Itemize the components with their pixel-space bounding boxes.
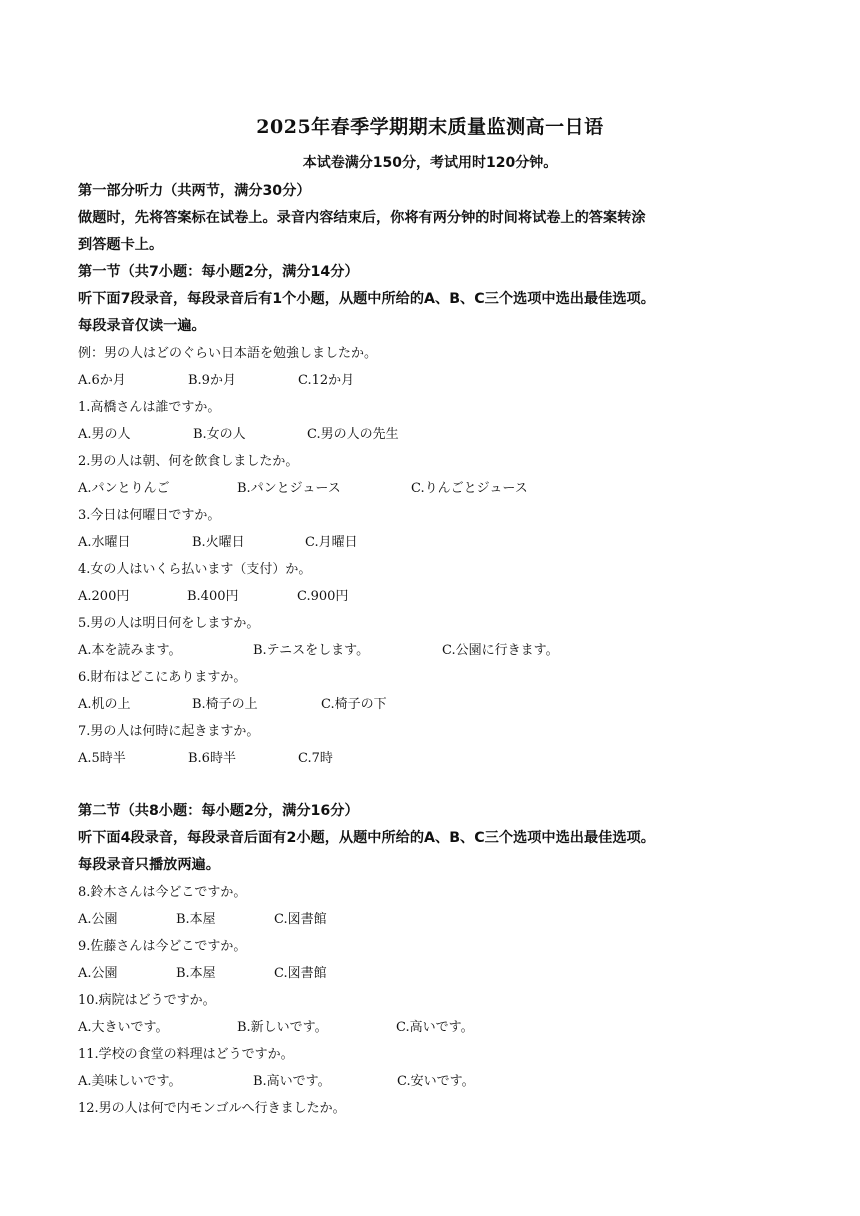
option-c: C.高いです。 (396, 1020, 474, 1035)
question-5-options (78, 637, 798, 664)
section2-instruction: 听下面4段录音，每段录音后面有2小题，从题中所给的A、B、C三个选项中选出最佳选项。 (78, 830, 655, 846)
option-a: A.200円 (78, 589, 130, 604)
question-10-options (78, 1014, 798, 1041)
option-b: B.6時半 (188, 751, 236, 766)
option-c: C.900円 (297, 589, 349, 604)
section1-heading: 第一节（共7小题：每小题2分，满分14分） (78, 264, 359, 280)
exam-subtitle: 本试卷满分150分，考试用时120分钟。 (302, 155, 558, 171)
part1-instruction-cont: 到答题卡上。 (78, 237, 164, 253)
option-c: C.12か月 (298, 373, 355, 388)
option-b: B.女の人 (193, 427, 246, 442)
option-a: A.大きいです。 (78, 1020, 169, 1035)
section1-instruction-cont: 每段录音仅读一遍。 (78, 318, 206, 334)
question-10: 10.病院はどうですか。 (78, 993, 216, 1008)
option-b: B.テニスをします。 (253, 643, 370, 658)
option-b: B.高いです。 (253, 1074, 331, 1089)
option-a: A.机の上 (78, 697, 131, 712)
section1-instruction: 听下面7段录音，每段录音后有1个小题，从题中所给的A、B、C三个选项中选出最佳选项。 (78, 291, 655, 307)
question-3-options (78, 529, 798, 556)
option-c: C.7時 (298, 751, 333, 766)
question-4: 4.女の人はいくら払います（支付）か。 (78, 562, 312, 577)
example-options (78, 367, 798, 394)
option-b: B.400円 (187, 589, 239, 604)
option-c: C.安いです。 (397, 1074, 475, 1089)
option-a: A.美味しいです。 (78, 1074, 182, 1089)
part1-instruction: 做题时，先将答案标在试卷上。录音内容结束后，你将有两分钟的时间将试卷上的答案转涂 (78, 210, 646, 226)
option-a: A.パンとりんご (78, 481, 170, 496)
option-c: C.公園に行きます。 (442, 643, 559, 658)
option-b: B.新しいです。 (237, 1020, 328, 1035)
option-b: B.火曜日 (192, 535, 245, 550)
question-5: 5.男の人は明日何をしますか。 (78, 616, 260, 631)
option-c: C.図書館 (274, 966, 327, 981)
option-c: C.りんごとジュース (411, 481, 528, 496)
question-8: 8.鈴木さんは今どこですか。 (78, 885, 247, 900)
question-8-options (78, 906, 798, 933)
question-11: 11.学校の食堂の料理はどうですか。 (78, 1047, 294, 1062)
option-a: A.男の人 (78, 427, 131, 442)
question-1: 1.高橋さんは誰ですか。 (78, 400, 221, 415)
exam-content (78, 178, 798, 1122)
option-b: B.本屋 (176, 966, 216, 981)
option-a: A.公園 (78, 966, 118, 981)
question-3: 3.今日は何曜日ですか。 (78, 508, 221, 523)
option-c: C.椅子の下 (321, 697, 387, 712)
option-b: B.パンとジュース (237, 481, 341, 496)
question-6-options (78, 691, 798, 718)
question-7-options (78, 745, 798, 772)
question-2: 2.男の人は朝、何を飲食しましたか。 (78, 454, 299, 469)
option-b: B.本屋 (176, 912, 216, 927)
question-12: 12.男の人は何で内モンゴルへ行きましたか。 (78, 1101, 346, 1116)
option-a: A.6か月 (78, 373, 126, 388)
question-4-options (78, 583, 798, 610)
example-question: 例：男の人はどのぐらい日本語を勉強しましたか。 (78, 346, 378, 361)
option-a: A.5時半 (78, 751, 126, 766)
section2-heading: 第二节（共8小题：每小题2分，满分16分） (78, 803, 359, 819)
option-a: A.公園 (78, 912, 118, 927)
option-b: B.9か月 (188, 373, 236, 388)
option-c: C.図書館 (274, 912, 327, 927)
question-11-options (78, 1068, 798, 1095)
question-7: 7.男の人は何時に起きますか。 (78, 724, 260, 739)
option-a: A.本を読みます。 (78, 643, 182, 658)
section2-instruction-cont: 每段录音只播放两遍。 (78, 857, 220, 873)
section-spacer (78, 772, 798, 798)
option-c: C.男の人の先生 (307, 427, 399, 442)
question-2-options (78, 475, 798, 502)
question-1-options (78, 421, 798, 448)
option-b: B.椅子の上 (192, 697, 258, 712)
option-a: A.水曜日 (78, 535, 131, 550)
question-6: 6.財布はどこにありますか。 (78, 670, 247, 685)
exam-title: 2025年春季学期期末质量监测高一日语 (256, 116, 604, 138)
question-9: 9.佐藤さんは今どこですか。 (78, 939, 247, 954)
question-9-options (78, 960, 798, 987)
part1-heading: 第一部分听力（共两节，满分30分） (78, 183, 311, 199)
option-c: C.月曜日 (305, 535, 358, 550)
